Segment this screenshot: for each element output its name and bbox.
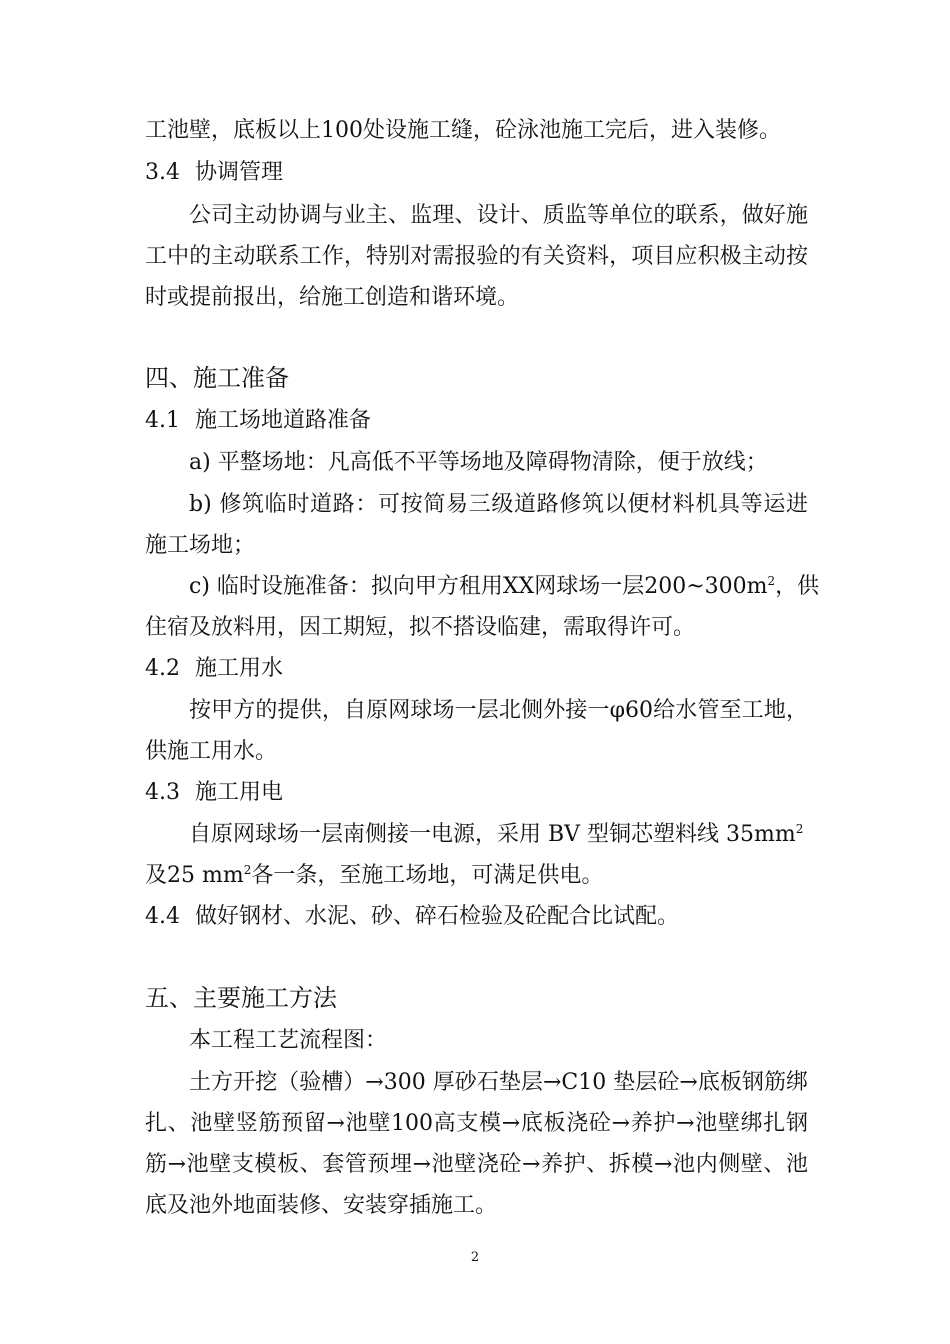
paragraph-line: 本工程工艺流程图： bbox=[189, 1028, 388, 1053]
flow-line: 底及池外地面装修、安装穿插施工。 bbox=[145, 1193, 498, 1218]
section-heading-4-2 bbox=[145, 654, 283, 684]
section-title: 做好钢材、水泥、砂、碎石检验及砼配合比试配。 bbox=[195, 904, 680, 929]
paragraph-line: 施工场地； bbox=[145, 533, 256, 558]
section-heading-4-1 bbox=[145, 406, 371, 436]
text-run: ，供 bbox=[775, 574, 820, 599]
paragraph-line bbox=[189, 820, 803, 850]
flow-line: 扎、池壁竖筋预留→池壁100高支模→底板浇砼→养护→池壁绑扎钢 bbox=[145, 1111, 808, 1136]
flow-line: 筋→池壁支模板、套管预埋→池壁浇砼→养护、拆模→池内侧壁、池 bbox=[145, 1152, 808, 1177]
chapter-heading-4: 四、施工准备 bbox=[145, 364, 289, 392]
superscript: 2 bbox=[795, 822, 804, 836]
text-run: 各一条，至施工场地，可满足供电。 bbox=[251, 863, 604, 888]
section-number: 4.2 bbox=[145, 656, 180, 681]
flow-line: 土方开挖（验槽）→300 厚砂石垫层→C10 垫层砼→底板钢筋绑 bbox=[189, 1070, 808, 1095]
section-title: 施工用水 bbox=[195, 656, 284, 681]
paragraph-line: 工中的主动联系工作，特别对需报验的有关资料，项目应积极主动按 bbox=[145, 244, 808, 269]
section-heading-4-4 bbox=[145, 902, 679, 932]
superscript: 2 bbox=[243, 863, 252, 877]
paragraph-line: 按甲方的提供，自原网球场一层北侧外接一φ60给水管至工地， bbox=[189, 698, 808, 723]
section-number: 4.4 bbox=[145, 904, 180, 929]
paragraph-line: 时或提前报出，给施工创造和谐环境。 bbox=[145, 285, 520, 310]
paragraph-line: 工池壁，底板以上100处设施工缝，砼泳池施工完后，进入装修。 bbox=[145, 118, 781, 143]
list-item-a: a) 平整场地：凡高低不平等场地及障碍物清除，便于放线； bbox=[189, 450, 768, 475]
paragraph-line bbox=[145, 861, 603, 891]
paragraph-line: 住宿及放料用，因工期短，拟不搭设临建，需取得许可。 bbox=[145, 615, 696, 640]
page-number: 2 bbox=[470, 1250, 480, 1265]
section-number: 4.3 bbox=[145, 780, 180, 805]
paragraph-line: 公司主动协调与业主、监理、设计、质监等单位的联系，做好施 bbox=[189, 203, 808, 228]
section-title: 协调管理 bbox=[195, 160, 284, 185]
section-heading-3-4 bbox=[145, 158, 283, 188]
section-number: 4.1 bbox=[145, 408, 180, 433]
list-item-b: b) 修筑临时道路：可按简易三级道路修筑以便材料机具等运进 bbox=[189, 492, 808, 517]
text-run: 及25 mm bbox=[145, 863, 244, 888]
section-title: 施工用电 bbox=[195, 780, 284, 805]
section-title: 施工场地道路准备 bbox=[195, 408, 372, 433]
section-number: 3.4 bbox=[145, 160, 180, 185]
list-item-c bbox=[189, 572, 819, 602]
text-run: 自原网球场一层南侧接一电源，采用 BV 型铜芯塑料线 35mm bbox=[189, 822, 796, 847]
section-heading-4-3 bbox=[145, 778, 283, 808]
text-run: c) 临时设施准备：拟向甲方租用XX网球场一层200~300m bbox=[189, 574, 768, 599]
paragraph-line: 供施工用水。 bbox=[145, 739, 278, 764]
chapter-heading-5: 五、主要施工方法 bbox=[145, 984, 337, 1012]
superscript: 2 bbox=[767, 574, 776, 588]
